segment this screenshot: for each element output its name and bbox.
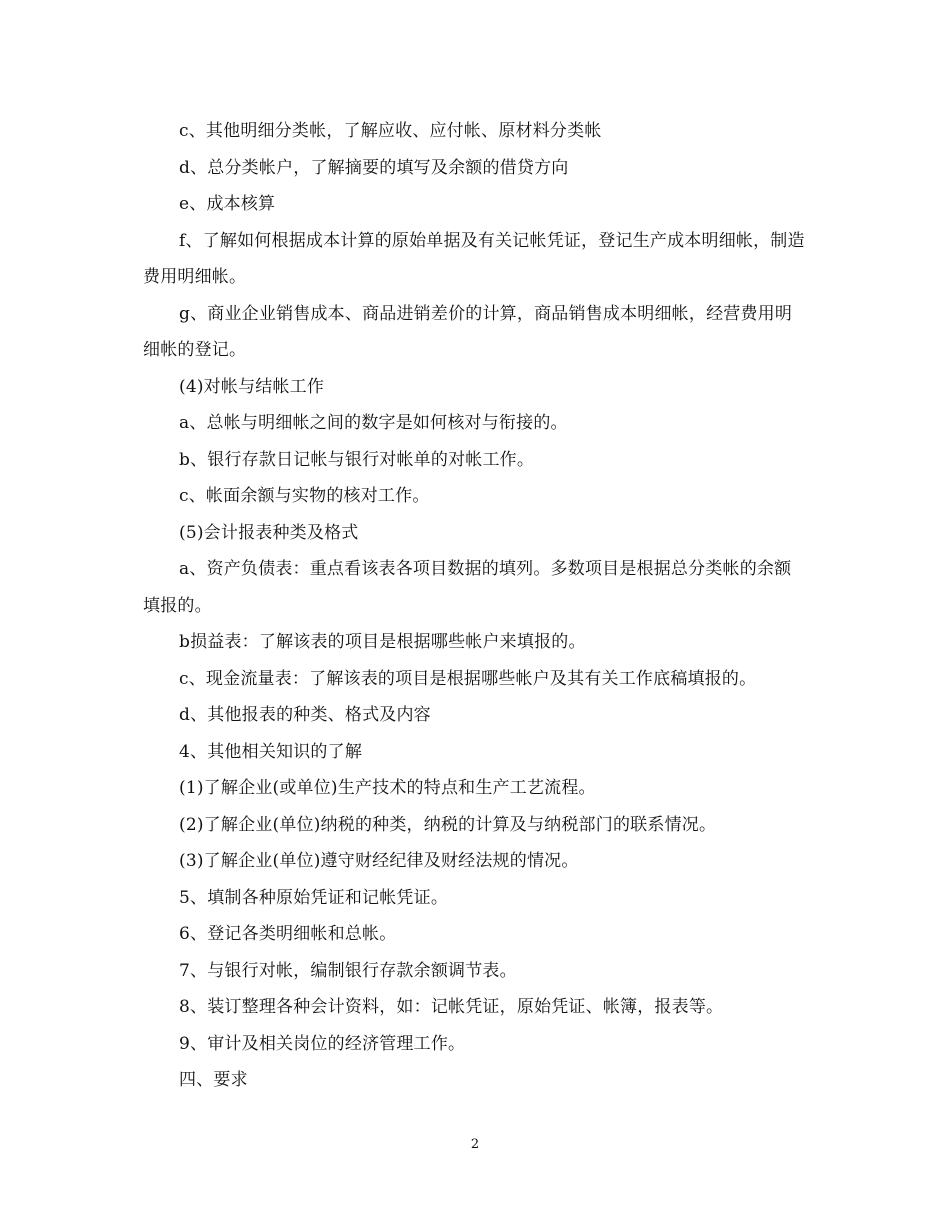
paragraph: c、现金流量表：了解该表的项目是根据哪些帐户及其有关工作底稿填报的。 bbox=[179, 668, 757, 689]
paragraph: (3)了解企业(单位)遵守财经纪律及财经法规的情况。 bbox=[179, 851, 579, 871]
paragraph: (2)了解企业(单位)纳税的种类，纳税的计算及与纳税部门的联系情况。 bbox=[179, 814, 717, 835]
paragraph: 9、审计及相关岗位的经济管理工作。 bbox=[179, 1033, 466, 1054]
paragraph: 5、填制各种原始凭证和记帐凭证。 bbox=[179, 887, 449, 908]
paragraph: 7、与银行对帐，编制银行存款余额调节表。 bbox=[179, 960, 517, 981]
paragraph: 8、装订整理各种会计资料，如：记帐凭证，原始凭证、帐簿，报表等。 bbox=[179, 997, 724, 1017]
paragraph: d、其他报表的种类、格式及内容 bbox=[179, 705, 431, 725]
paragraph: 6、登记各类明细帐和总帐。 bbox=[179, 924, 397, 944]
paragraph: b损益表：了解该表的项目是根据哪些帐户来填报的。 bbox=[179, 632, 586, 652]
paragraph: b、银行存款日记帐与银行对帐单的对帐工作。 bbox=[179, 449, 535, 470]
paragraph: a、总帐与明细帐之间的数字是如何核对与衔接的。 bbox=[179, 413, 568, 433]
paragraph: (1)了解企业(或单位)生产技术的特点和生产工艺流程。 bbox=[179, 778, 596, 798]
paragraph: g、商业企业销售成本、商品进销差价的计算，商品销售成本明细帐，经营费用明细帐的登记。 bbox=[143, 303, 793, 360]
paragraph: d、总分类帐户，了解摘要的填写及余额的借贷方向 bbox=[179, 157, 569, 178]
paragraph: c、其他明细分类帐，了解应收、应付帐、原材料分类帐 bbox=[179, 121, 602, 141]
section-heading: 4、其他相关知识的了解 bbox=[179, 741, 363, 762]
paragraph: a、资产负债表：重点看该表各项目数据的填列。多数项目是根据总分类帐的余额填报的。 bbox=[143, 559, 792, 616]
paragraph: e、成本核算 bbox=[179, 194, 276, 214]
page-number: 2 bbox=[470, 1137, 480, 1152]
document-body bbox=[143, 113, 808, 1099]
section-heading: (4)对帐与结帐工作 bbox=[179, 376, 325, 397]
paragraph: f、了解如何根据成本计算的原始单据及有关记帐凭证，登记生产成本明细帐，制造费用明细帐。 bbox=[143, 230, 805, 287]
section-heading: 四、要求 bbox=[179, 1070, 248, 1090]
section-heading: (5)会计报表种类及格式 bbox=[179, 522, 359, 543]
paragraph: c、帐面余额与实物的核对工作。 bbox=[179, 486, 430, 506]
